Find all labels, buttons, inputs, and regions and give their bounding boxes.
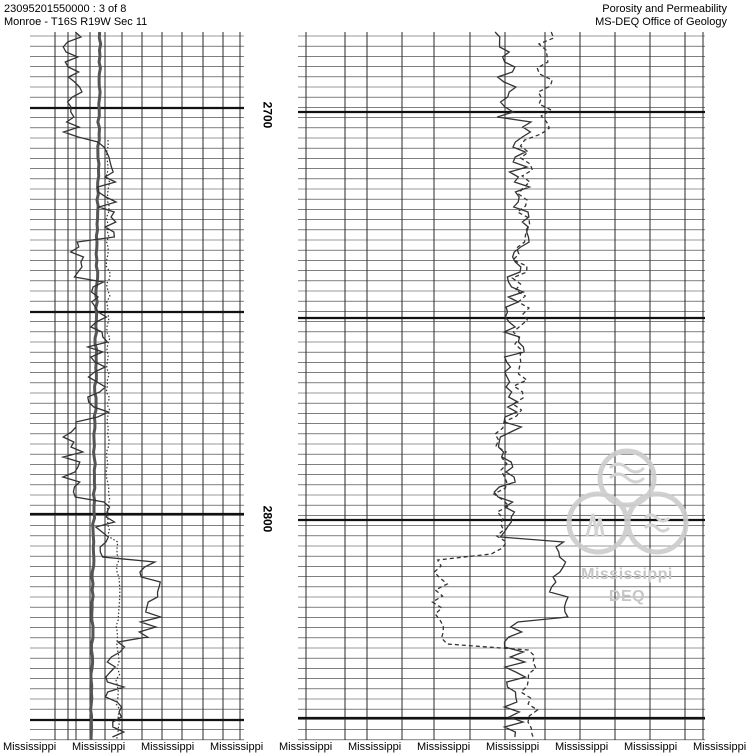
depth-marker-2800: 2800 [260, 505, 275, 533]
log-type-label: Porosity and Permeability [602, 3, 727, 15]
footer-label: Mississippi [3, 741, 57, 753]
footer-label: Mississippi [279, 741, 333, 753]
left-track-grid [30, 32, 244, 740]
footer-label: Mississippi [417, 741, 471, 753]
footer-label: Mississippi [141, 741, 195, 753]
location-label: Monroe - T16S R19W Sec 11 [4, 16, 148, 28]
footer-label: Mississippi [624, 741, 678, 753]
footer-label: Mississippi [555, 741, 609, 753]
footer-label: Mississippi [348, 741, 402, 753]
footer-label: Mississippi [693, 741, 746, 753]
record-id: 23095201550000 : 3 of 8 [4, 3, 127, 15]
footer-label: Mississippi [72, 741, 126, 753]
footer-label: Mississippi [486, 741, 540, 753]
depth-marker-2700: 2700 [260, 101, 275, 129]
footer-strip [0, 740, 746, 755]
agency-label: MS-DEQ Office of Geology [595, 16, 727, 28]
right-track-grid [298, 32, 705, 740]
footer-label: Mississippi [210, 741, 264, 753]
watermark-line1: Mississippi [581, 566, 673, 583]
watermark-line2: DEQ [608, 588, 646, 605]
